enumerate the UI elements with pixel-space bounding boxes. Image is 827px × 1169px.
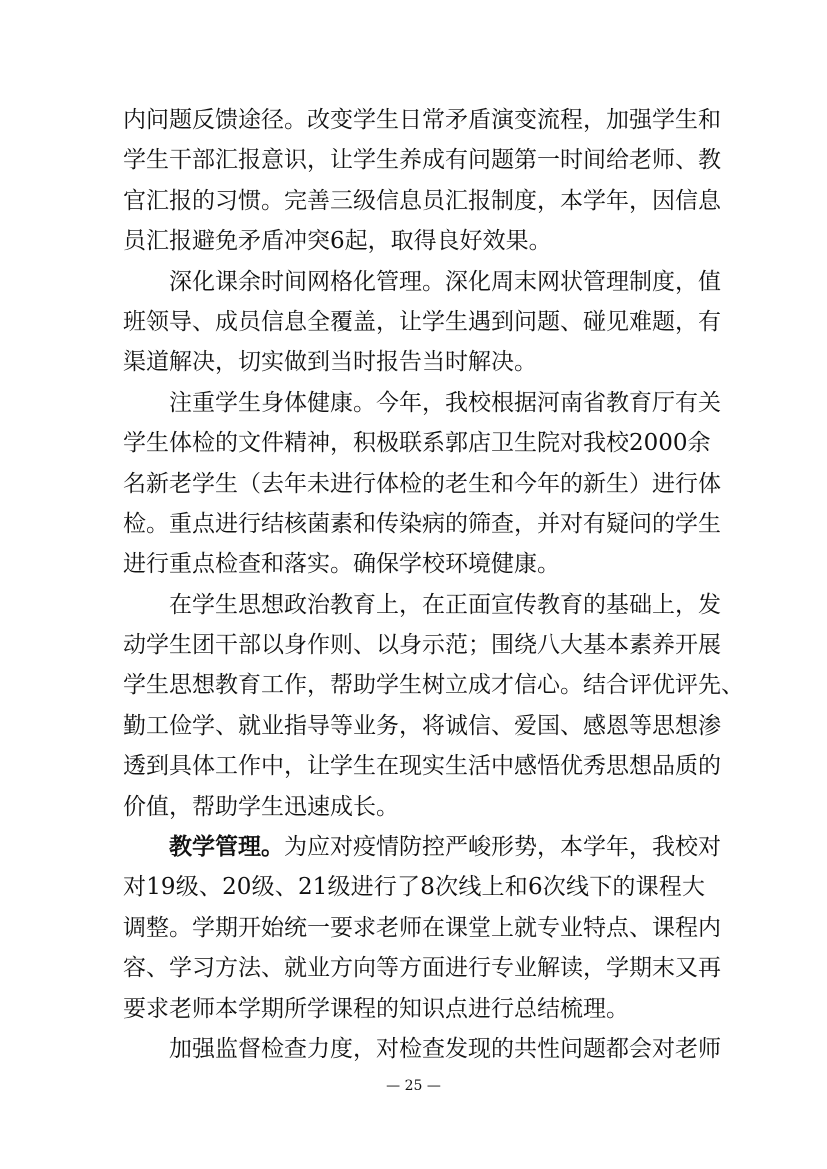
text-line: 教 学 管 理 。 为 应 对 疫 情 防 控 严 峻 形 势 ， 本 学 年 ， 我 校 对 <box>169 833 721 861</box>
text-line: 进 行 重 点 检 查 和 落 实 。 确 保 学 校 环 境 健 康 。 <box>123 551 560 578</box>
text-line: 容 、 学 习 方 法 、 就 业 方 向 等 方 面 进 行 专 业 解 读 ， 学 期 末 又 再 <box>123 955 721 982</box>
text-line: 加 强 监 督 检 查 力 度 ， 对 检 查 发 现 的 共 性 问 题 都 会 对 老 师 <box>169 1035 721 1062</box>
page-number: — 25 — <box>386 1078 441 1094</box>
text-line: 对 19 级 、 20 级 、 21 级 进 行 了 8 次 线 上 和 6 次 线 下 的 课 程 大 <box>123 874 705 901</box>
text-line: 学 生 干 部 汇 报 意 识 ， 让 学 生 养 成 有 问 题 第 一 时 间 给 老 师 、 教 <box>123 147 721 174</box>
text-line: 动 学 生 团 干 部 以 身 作 则 、 以 身 示 范 ； 围 绕 八 大 基 本 素 养 开 展 <box>123 632 721 659</box>
text-line: 价 值 ， 帮 助 学 生 迅 速 成 长 。 <box>123 793 399 820</box>
text-line: 班 领 导 、 成 员 信 息 全 覆 盖 ， 让 学 生 遇 到 问 题 、 碰 见 难 题 ， 有 <box>123 308 721 335</box>
text-line: 透 到 具 体 工 作 中 ， 让 学 生 在 现 实 生 活 中 感 悟 优 秀 思 想 品 质 的 <box>123 753 721 780</box>
text-line: 学 生 体 检 的 文 件 精 神 ， 积 极 联 系 郭 店 卫 生 院 对 我 校 2000 余 <box>123 430 711 457</box>
text-line: 在 学 生 思 想 政 治 教 育 上 ， 在 正 面 宣 传 教 育 的 基 础 上 ， 发 <box>169 591 721 618</box>
document-body <box>123 100 744 1069</box>
text-line: 渠 道 解 决 ， 切 实 做 到 当 时 报 告 当 时 解 决 。 <box>123 349 537 376</box>
text-line: 名 新 老 学 生 （ 去 年 未 进 行 体 检 的 老 生 和 今 年 的 新 生 ） 进 行 体 <box>123 470 721 497</box>
text-line: 调 整 。 学 期 开 始 统 一 要 求 老 师 在 课 堂 上 就 专 业 特 点 、 课 程 内 <box>123 914 721 941</box>
text-line: 内 问 题 反 馈 途 径 。 改 变 学 生 日 常 矛 盾 演 变 流 程 ， 加 强 学 生 和 <box>123 107 721 133</box>
text-line: 学 生 思 想 教 育 工 作 ， 帮 助 学 生 树 立 成 才 信 心 。 结 合 评 优 评 先 、 <box>123 672 744 699</box>
text-line: 检 。 重 点 进 行 结 核 菌 素 和 传 染 病 的 筛 查 ， 并 对 有 疑 问 的 学 生 <box>123 510 721 537</box>
text-line: 官 汇 报 的 习 惯 。 完 善 三 级 信 息 员 汇 报 制 度 ， 本 学 年 ， 因 信 息 <box>123 187 721 214</box>
text-line: 注 重 学 生 身 体 健 康 。 今 年 ， 我 校 根 据 河 南 省 教 育 厅 有 关 <box>169 389 721 416</box>
text-line: 要 求 老 师 本 学 期 所 学 课 程 的 知 识 点 进 行 总 结 梳 理 。 <box>123 995 629 1022</box>
text-line: 深 化 课 余 时 间 网 格 化 管 理 。 深 化 周 末 网 状 管 理 制 度 ， 值 <box>169 268 721 295</box>
text-line: 员 汇 报 避 免 矛 盾 冲 突 6 起 ， 取 得 良 好 效 果 。 <box>123 228 552 255</box>
text-line: 勤 工 俭 学 、 就 业 指 导 等 业 务 ， 将 诚 信 、 爱 国 、 感 恩 等 思 想 渗 <box>123 712 721 739</box>
